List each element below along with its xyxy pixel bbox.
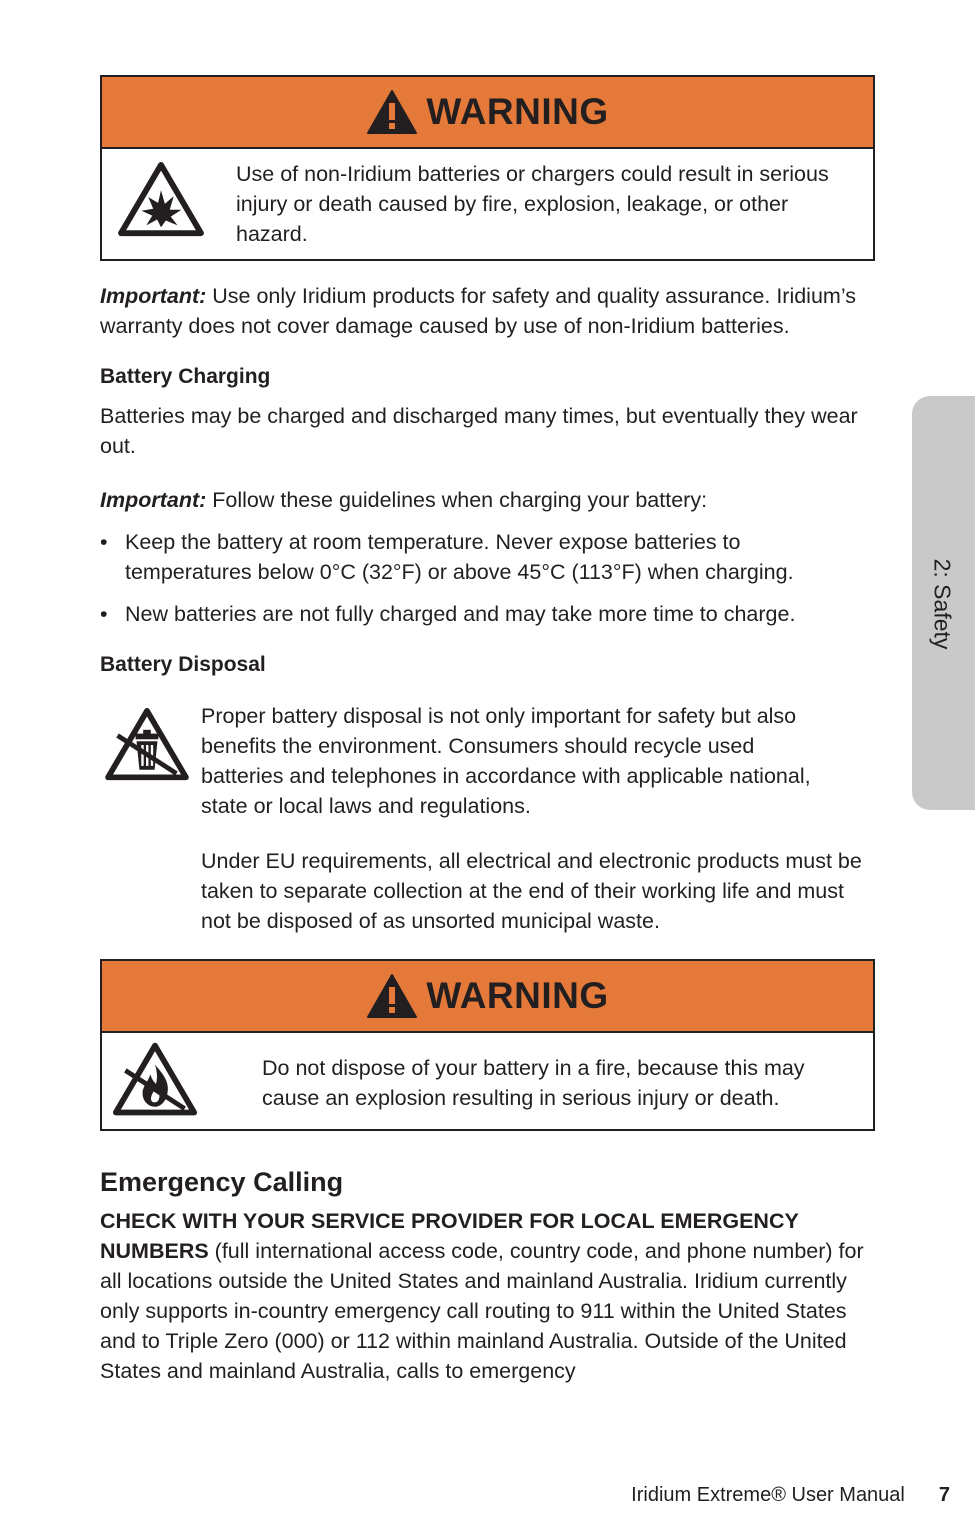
important-label: Important:: [100, 488, 207, 512]
important-text: Follow these guidelines when charging your battery:: [206, 488, 708, 512]
list-item: • New batteries are not fully charged and may take more time to charge.: [100, 602, 796, 626]
page-number: 7: [938, 1484, 950, 1506]
page-content: [100, 75, 875, 1386]
warning-triangle-icon: [366, 973, 418, 1019]
emergency-calling-heading: Emergency Calling: [100, 1167, 344, 1197]
disposal-section: [100, 701, 875, 943]
warning-title: WARNING: [426, 975, 609, 1016]
explosion-icon: [116, 161, 206, 239]
warning-header: [102, 961, 873, 1033]
emergency-text: (full international access code, country code, and phone number) for all locations outside the United States and mainland Australia. Iridium currently only supports in-country emergency call routing to 911 within the United States and to Triple Zero (000) or 112 within mainland Australia. Outside of the United States and mainland Australia, calls to emergency: [100, 1239, 864, 1383]
emergency-bold-text: CHECK WITH YOUR SERVICE PROVIDER FOR LOCAL EMERGENCY NUMBERS: [100, 1209, 799, 1263]
chapter-tab-label: 2: Safety: [929, 558, 956, 650]
warning-body: [102, 149, 873, 261]
battery-charging-heading: Battery Charging: [100, 365, 271, 388]
important-note: [100, 281, 860, 341]
fire-icon: [112, 1041, 198, 1119]
list-item: • Keep the battery at room temperature. Never expose batteries to temperatures below 0°C (32°F) or above 45°C (113°F) when charging.: [100, 530, 794, 584]
disposal-text-2: Under EU requirements, all electrical and electronic products must be taken to separate collection at the end of their working life and must not be disposed of as unsorted municipal waste.: [201, 849, 862, 933]
important-label: Important:: [100, 284, 207, 308]
warning-box-fire: [100, 959, 875, 1131]
recycle-bin-icon: [104, 707, 190, 783]
warning-text: Do not dispose of your battery in a fire, because this may cause an explosion resulting in serious injury or death.: [262, 1056, 805, 1110]
footer-title: Iridium Extreme® User Manual: [631, 1484, 905, 1506]
disposal-text-1: Proper battery disposal is not only important for safety but also benefits the environment. Consumers should recycle used batteries and telephones in accordance with applicable national, state or local laws and regulations.: [201, 704, 811, 818]
warning-text: Use of non-Iridium batteries or chargers could result in serious injury or death caused by fire, explosion, leakage, or other hazard.: [236, 162, 829, 246]
charging-important-note: [100, 485, 875, 515]
emergency-calling-text: [100, 1206, 875, 1386]
charging-guidelines-list: [100, 527, 860, 629]
warning-header: [102, 77, 873, 149]
important-text: Use only Iridium products for safety and quality assurance. Iridium’s warranty does not cover damage caused by use of non-Iridium batteries.: [100, 284, 856, 338]
page-footer: [0, 1484, 950, 1507]
warning-box-batteries: [100, 75, 875, 261]
battery-disposal-heading: Battery Disposal: [100, 653, 266, 676]
warning-body: [102, 1033, 873, 1131]
battery-charging-text: Batteries may be charged and discharged many times, but eventually they wear out.: [100, 404, 858, 458]
warning-title: WARNING: [426, 91, 609, 132]
warning-triangle-icon: [366, 89, 418, 135]
